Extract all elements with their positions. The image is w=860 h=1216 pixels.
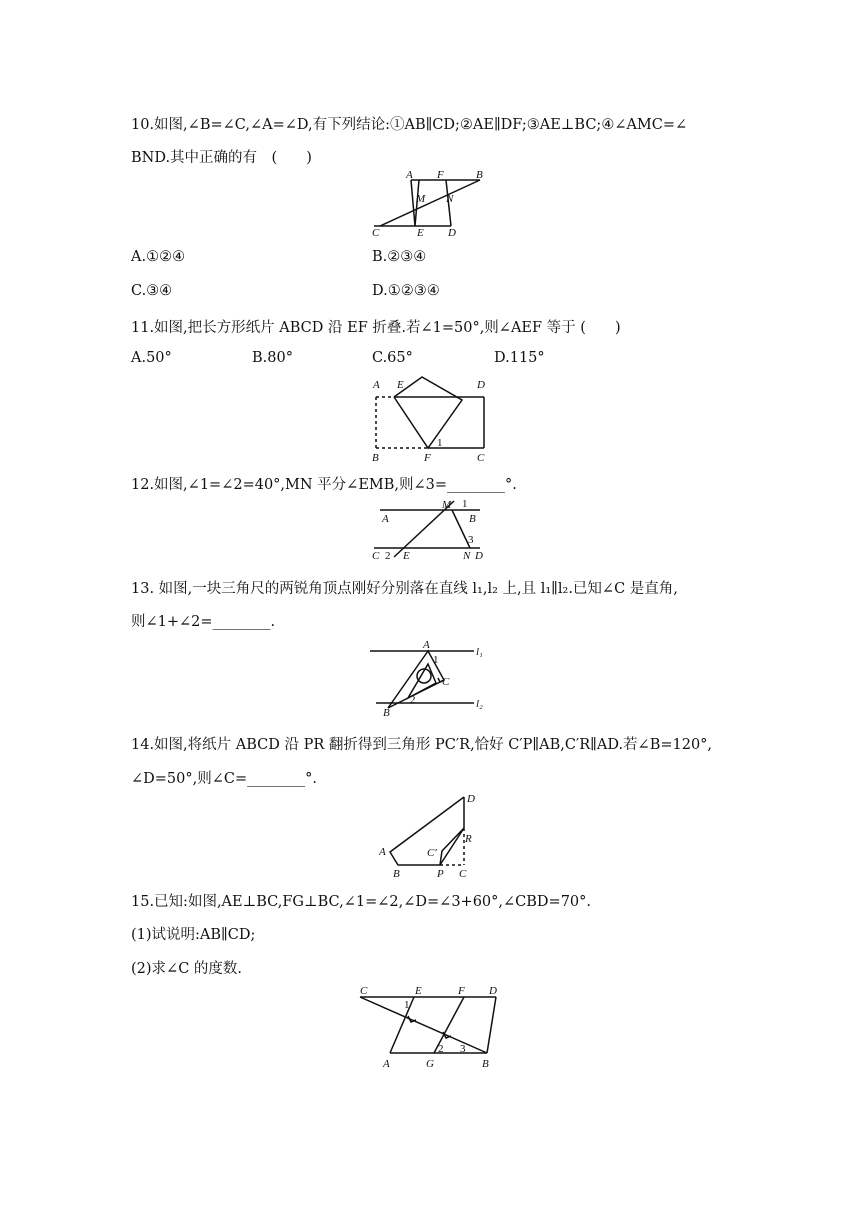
q14-stem-line2: ∠D=50°,则∠C=________°. [131,771,317,787]
q13-figure [366,636,498,720]
q15-part2: (2)求∠C 的度数. [131,961,243,977]
q10-label-M: M [416,193,426,205]
q11-label-F: F [424,452,431,464]
q12-angle-2: 2 [385,550,391,562]
q12-label-D: D [475,550,483,562]
q14-label-A: A [379,846,386,858]
q12-label-M: M [442,499,452,511]
q10-figure [368,166,494,240]
q10-stem-line1: 10.如图,∠B=∠C,∠A=∠D,有下列结论:①AB∥CD;②AE∥DF;③AE⊥BC;④∠AMC=∠ [131,117,688,133]
q10-option-d: D.①②③④ [372,283,440,299]
q12-angle-1: 1 [462,498,468,510]
q11-option-c: C.65° [372,350,413,366]
q14-label-B: B [393,868,400,880]
q12-label-N: N [463,550,471,562]
q15-figure [352,982,512,1074]
q11-label-B: B [372,452,379,464]
q15-label-F: F [458,985,465,997]
q10-option-a: A.①②④ [131,249,186,265]
q10-label-A: A [406,169,413,181]
q10-label-N: N [446,193,454,205]
q10-label-B: B [476,169,483,181]
q14-figure [374,788,490,880]
q14-label-C: C [459,868,467,880]
q15-stem: 15.已知:如图,AE⊥BC,FG⊥BC,∠1=∠2,∠D=∠3+60°,∠CBD=70°. [131,894,591,910]
q15-angle-3: 3 [460,1043,466,1055]
q12-figure [368,495,494,565]
q11-option-a: A.50° [131,350,172,366]
q13-angle-2: 2 [410,694,416,706]
q15-label-G: G [426,1058,434,1070]
q11-angle-1: 1 [437,437,443,449]
q15-label-E: E [415,985,422,997]
q10-option-c: C.③④ [131,283,173,299]
q15-label-A: A [383,1058,390,1070]
q13-label-A: A [423,639,430,651]
q11-option-b: B.80° [252,350,293,366]
q15-label-B: B [482,1058,489,1070]
q13-angle-1: 1 [433,654,439,666]
q12-label-A: A [382,513,389,525]
q13-stem-line2: 则∠1+∠2=________. [131,614,276,630]
q15-label-D: D [489,985,497,997]
q13-stem-line1: 13. 如图,一块三角尺的两锐角顶点刚好分别落在直线 l₁,l₂ 上,且 l₁∥l₂.已知∠C 是直角, [131,581,678,597]
q14-label-P: P [437,868,444,880]
q11-label-C: C [477,452,485,464]
q14-stem-line1: 14.如图,将纸片 ABCD 沿 PR 翻折得到三角形 PC′R,恰好 C′P∥AB,C′R∥AD.若∠B=120°, [131,737,713,753]
q11-option-d: D.115° [494,350,545,366]
q10-label-E: E [417,227,424,239]
q15-angle-1: 1 [404,999,410,1011]
q11-label-E: E [397,379,404,391]
q10-label-C: C [372,227,380,239]
q13-label-B: B [383,707,390,719]
q10-label-F: F [437,169,444,181]
q11-label-D: D [477,379,485,391]
q15-part1: (1)试说明:AB∥CD; [131,927,256,943]
q14-label-R: R [465,833,472,845]
q10-option-b: B.②③④ [372,249,427,265]
q12-stem: 12.如图,∠1=∠2=40°,MN 平分∠EMB,则∠3=________°. [131,477,517,493]
q15-angle-2: 2 [438,1043,444,1055]
q11-figure [366,372,498,464]
q12-angle-3: 3 [468,534,474,546]
q14-label-D: D [467,793,475,805]
q13-label-l1: l₁ [476,646,483,658]
q10-label-D: D [448,227,456,239]
q11-stem: 11.如图,把长方形纸片 ABCD 沿 EF 折叠.若∠1=50°,则∠AEF 等于 ( ) [131,320,621,336]
q13-label-l2: l₂ [476,698,483,710]
q14-label-Cprime: C′ [427,847,437,859]
q12-label-C: C [372,550,380,562]
q12-label-B: B [469,513,476,525]
q10-stem-line2: BND.其中正确的有 ( ) [131,150,312,166]
q12-label-E: E [403,550,410,562]
q11-label-A: A [373,379,380,391]
q13-label-C: C [442,676,450,688]
q15-label-C: C [360,985,368,997]
